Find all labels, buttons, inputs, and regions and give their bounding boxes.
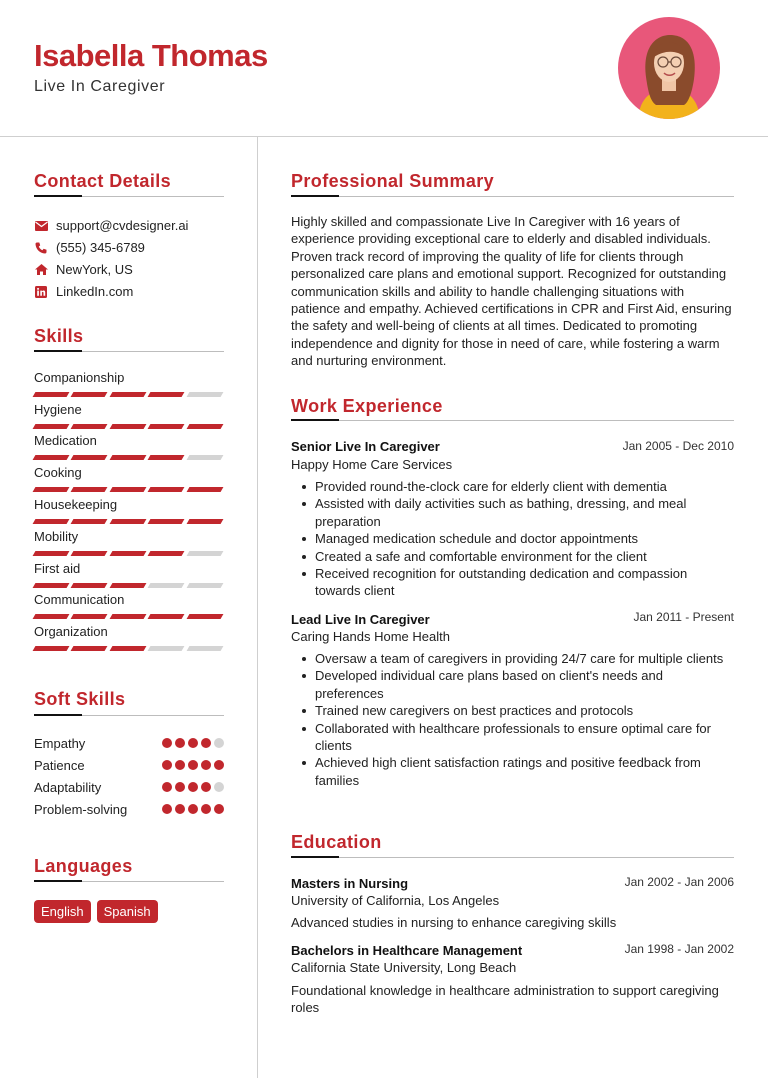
job-bullet: Provided round-the-clock care for elderly client with dementia <box>301 478 731 495</box>
skill-level-segment <box>186 487 223 492</box>
skill-level-segment <box>71 614 108 619</box>
summary-section-rule <box>291 196 734 197</box>
skill-level-segment <box>71 455 108 460</box>
rating-dot <box>188 804 198 814</box>
rating-dot <box>175 738 185 748</box>
skill-level-segment <box>148 424 185 429</box>
skill-level-bar <box>34 392 222 397</box>
skill-level-segment <box>109 392 146 397</box>
job-bullet: Oversaw a team of caregivers in providing 24/7 care for multiple clients <box>301 650 731 667</box>
skill-level-bar <box>34 424 222 429</box>
job-date: Jan 2011 - Present <box>633 610 734 624</box>
skill-level-segment <box>109 424 146 429</box>
degree-date: Jan 2002 - Jan 2006 <box>624 875 734 889</box>
school-name: University of California, Los Angeles <box>291 893 500 908</box>
job-bullet: Developed individual care plans based on client's needs and preferences <box>301 667 731 702</box>
skill-level-segment <box>148 455 185 460</box>
skill-item <box>34 592 224 608</box>
degree-description: Advanced studies in nursing to enhance caregiving skills <box>291 915 617 930</box>
rating-dot <box>175 760 185 770</box>
skill-level-segment <box>186 646 223 651</box>
soft-skill-rating <box>162 738 224 748</box>
rating-dot <box>188 782 198 792</box>
rating-dot <box>162 782 172 792</box>
skills-section-title: Skills <box>34 326 84 346</box>
job-bullet: Assisted with daily activities such as bathing, dressing, and meal preparation <box>301 495 731 530</box>
soft-skill-label: Patience <box>34 757 85 773</box>
skill-level-segment <box>186 392 223 397</box>
skill-level-segment <box>33 519 70 524</box>
skill-label: Medication <box>34 433 97 448</box>
rating-dot <box>201 804 211 814</box>
skill-level-segment <box>186 583 223 588</box>
soft-skills-section-title: Soft Skills <box>34 689 126 709</box>
experience-section-rule <box>291 420 734 421</box>
rating-dot <box>214 804 224 814</box>
rating-dot <box>175 804 185 814</box>
education-section-title: Education <box>291 832 382 852</box>
skill-level-segment <box>109 519 146 524</box>
degree-date: Jan 1998 - Jan 2002 <box>624 942 734 956</box>
skills-section-rule <box>34 351 224 352</box>
job-bullet: Received recognition for outstanding dedication and compassion towards client <box>301 565 731 600</box>
skill-label: Housekeeping <box>34 497 118 512</box>
soft-skill-rating <box>162 782 224 792</box>
skill-label: Mobility <box>34 529 79 544</box>
contact-phone-text: (555) 345-6789 <box>56 240 145 255</box>
contact-phone[interactable] <box>34 240 234 255</box>
soft-skill-item <box>34 778 224 796</box>
skill-level-segment <box>148 583 185 588</box>
skill-label: First aid <box>34 561 81 576</box>
job-company: Caring Hands Home Health <box>291 629 450 644</box>
skill-level-bar <box>34 583 222 588</box>
soft-skill-item <box>34 800 224 818</box>
rating-dot <box>214 738 224 748</box>
skill-level-segment <box>109 487 146 492</box>
language-badge: English <box>34 900 91 923</box>
job-title: Lead Live In Caregiver <box>291 612 430 627</box>
job-bullet: Achieved high client satisfaction ratings and positive feedback from families <box>301 754 731 789</box>
degree-description: Foundational knowledge in healthcare administration to support caregiving roles <box>291 983 719 1016</box>
skill-label: Communication <box>34 592 125 607</box>
degree-title: Masters in Nursing <box>291 876 409 891</box>
profile-photo <box>618 17 720 119</box>
contact-linkedin[interactable] <box>34 284 234 299</box>
soft-skill-rating <box>162 760 224 770</box>
skill-level-segment <box>109 551 146 556</box>
skill-level-segment <box>71 646 108 651</box>
skill-level-segment <box>33 424 70 429</box>
job-title: Senior Live In Caregiver <box>291 439 440 454</box>
skill-level-segment <box>109 455 146 460</box>
rating-dot <box>201 738 211 748</box>
contact-email-text: support@cvdesigner.ai <box>56 218 189 233</box>
rating-dot <box>188 760 198 770</box>
skill-level-segment <box>148 551 185 556</box>
rating-dot <box>201 760 211 770</box>
languages-list <box>34 900 158 923</box>
rating-dot <box>162 738 172 748</box>
skill-label: Organization <box>34 624 108 639</box>
skill-level-segment <box>148 519 185 524</box>
skill-item <box>34 433 224 449</box>
job-company: Happy Home Care Services <box>291 457 453 472</box>
skill-level-segment <box>33 646 70 651</box>
contact-location-text: NewYork, US <box>56 262 133 277</box>
candidate-role: Live In Caregiver <box>34 78 166 95</box>
soft-skill-label: Adaptability <box>34 779 102 795</box>
skill-level-segment <box>33 551 70 556</box>
language-badge: Spanish <box>97 900 158 923</box>
resume-header <box>0 0 768 137</box>
job-bullets <box>301 650 731 789</box>
skill-level-segment <box>186 551 223 556</box>
skill-level-segment <box>148 646 185 651</box>
contact-location <box>34 262 234 277</box>
contact-section-rule <box>34 196 224 197</box>
rating-dot <box>175 782 185 792</box>
experience-section-title: Work Experience <box>291 396 443 416</box>
summary-text: Highly skilled and compassionate Live In Caregiver with 16 years of experience providing exceptional care to elderly and disabled individuals. Proven track record of improving the quality of life for clients through personalized care plans and emotional support. Recognized for outstanding communication skills and ability to handle challenging situations with patience and empathy. Achieved certifications in CPR and First Aid, ensuring the safety and well-being of clients at all times. Dedicated to promoting independence and dignity for those in need of care, while fostering a warm and nurturing environment. <box>291 214 732 369</box>
skill-level-segment <box>109 646 146 651</box>
rating-dot <box>188 738 198 748</box>
soft-skill-rating <box>162 804 224 814</box>
skill-item <box>34 402 224 418</box>
skill-level-segment <box>33 455 70 460</box>
candidate-name: Isabella Thomas <box>34 38 268 73</box>
skill-level-segment <box>33 487 70 492</box>
soft-skill-label: Empathy <box>34 735 86 751</box>
skill-level-segment <box>33 392 70 397</box>
soft-skill-item <box>34 756 224 774</box>
summary-section-title: Professional Summary <box>291 171 495 191</box>
contact-section-title: Contact Details <box>34 171 172 191</box>
skill-level-segment <box>33 614 70 619</box>
soft-skill-label: Problem-solving <box>34 801 128 817</box>
soft-skill-item <box>34 734 224 752</box>
skill-level-bar <box>34 614 222 619</box>
skill-level-segment <box>71 551 108 556</box>
degree-title: Bachelors in Healthcare Management <box>291 943 523 958</box>
skill-label: Hygiene <box>34 402 82 417</box>
skill-level-bar <box>34 487 222 492</box>
skill-level-segment <box>71 583 108 588</box>
school-name: California State University, Long Beach <box>291 960 517 975</box>
skill-level-bar <box>34 455 222 460</box>
skill-label: Cooking <box>34 465 82 480</box>
education-section-rule <box>291 857 734 858</box>
rating-dot <box>214 782 224 792</box>
job-bullet: Managed medication schedule and doctor appointments <box>301 530 731 547</box>
skill-level-bar <box>34 551 222 556</box>
contact-email[interactable] <box>34 218 234 233</box>
contact-linkedin-text: LinkedIn.com <box>56 284 134 299</box>
skill-level-segment <box>186 455 223 460</box>
skill-label: Companionship <box>34 370 125 385</box>
skill-level-segment <box>71 519 108 524</box>
skill-level-segment <box>71 424 108 429</box>
skill-level-segment <box>186 424 223 429</box>
email-icon <box>34 219 48 233</box>
skill-level-segment <box>71 487 108 492</box>
job-date: Jan 2005 - Dec 2010 <box>622 439 734 453</box>
job-bullet: Trained new caregivers on best practices and protocols <box>301 702 731 719</box>
skill-level-segment <box>186 519 223 524</box>
skill-item <box>34 370 224 386</box>
skill-level-segment <box>186 614 223 619</box>
languages-section-rule <box>34 881 224 882</box>
skill-item <box>34 561 224 577</box>
skill-level-segment <box>148 392 185 397</box>
skill-item <box>34 497 224 513</box>
home-icon <box>34 263 48 277</box>
job-bullet: Created a safe and comfortable environment for the client <box>301 548 731 565</box>
phone-icon <box>34 241 48 255</box>
skill-level-segment <box>109 583 146 588</box>
skill-level-segment <box>71 392 108 397</box>
skill-level-bar <box>34 519 222 524</box>
job-bullet: Collaborated with healthcare professionals to ensure optimal care for clients <box>301 720 731 755</box>
soft-skills-section-rule <box>34 715 224 716</box>
column-divider <box>257 137 258 1078</box>
rating-dot <box>201 782 211 792</box>
skill-item <box>34 465 224 481</box>
skill-level-segment <box>148 614 185 619</box>
skill-level-segment <box>33 583 70 588</box>
rating-dot <box>214 760 224 770</box>
skill-level-segment <box>109 614 146 619</box>
linkedin-icon <box>34 285 48 299</box>
languages-section-title: Languages <box>34 856 133 876</box>
skill-level-segment <box>148 487 185 492</box>
rating-dot <box>162 760 172 770</box>
skill-item <box>34 624 224 640</box>
skill-item <box>34 529 224 545</box>
job-bullets <box>301 478 731 600</box>
rating-dot <box>162 804 172 814</box>
skill-level-bar <box>34 646 222 651</box>
